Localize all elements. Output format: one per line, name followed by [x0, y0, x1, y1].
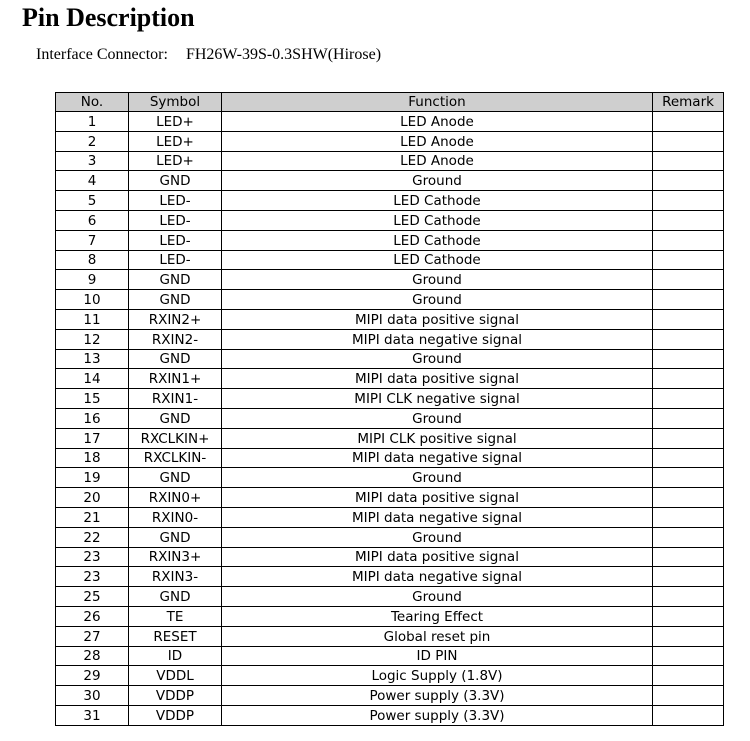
header-symbol: Symbol — [129, 93, 222, 112]
pin-remark-cell — [653, 290, 724, 310]
table-row — [56, 527, 724, 547]
pin-symbol-cell: TE — [129, 606, 222, 626]
pin-function-cell: LED Cathode — [222, 230, 653, 250]
table-row — [56, 230, 724, 250]
pin-symbol-cell: LED+ — [129, 151, 222, 171]
pin-number-cell: 5 — [56, 191, 129, 211]
pin-function-cell: MIPI CLK negative signal — [222, 389, 653, 409]
table-row — [56, 468, 724, 488]
pin-number-cell: 10 — [56, 290, 129, 310]
pin-remark-cell — [653, 151, 724, 171]
pin-symbol-cell: LED- — [129, 250, 222, 270]
pin-symbol-cell: RXCLKIN+ — [129, 428, 222, 448]
pin-number-cell: 14 — [56, 369, 129, 389]
pin-number-cell: 23 — [56, 547, 129, 567]
table-row — [56, 210, 724, 230]
pin-symbol-cell: LED- — [129, 230, 222, 250]
pin-function-cell: Power supply (3.3V) — [222, 705, 653, 725]
table-row — [56, 389, 724, 409]
pin-function-cell: MIPI data negative signal — [222, 567, 653, 587]
pin-remark-cell — [653, 428, 724, 448]
pin-function-cell: MIPI data negative signal — [222, 507, 653, 527]
pin-function-cell: MIPI data negative signal — [222, 329, 653, 349]
pin-remark-cell — [653, 309, 724, 329]
pin-function-cell: ID PIN — [222, 646, 653, 666]
pin-function-cell: Power supply (3.3V) — [222, 686, 653, 706]
page-title: Pin Description — [22, 3, 195, 32]
pin-remark-cell — [653, 646, 724, 666]
pin-remark-cell — [653, 507, 724, 527]
pin-function-cell: Ground — [222, 587, 653, 607]
table-row — [56, 349, 724, 369]
pin-number-cell: 15 — [56, 389, 129, 409]
pin-remark-cell — [653, 488, 724, 508]
pin-remark-cell — [653, 547, 724, 567]
table-row — [56, 270, 724, 290]
pin-number-cell: 26 — [56, 606, 129, 626]
pin-table-header-row — [56, 93, 724, 112]
pin-remark-cell — [653, 527, 724, 547]
pin-number-cell: 28 — [56, 646, 129, 666]
interface-connector-line — [36, 45, 381, 65]
pin-function-cell: LED Anode — [222, 112, 653, 132]
pin-symbol-cell: RXIN1+ — [129, 369, 222, 389]
table-row — [56, 250, 724, 270]
pin-number-cell: 1 — [56, 112, 129, 132]
pin-number-cell: 18 — [56, 448, 129, 468]
pin-function-cell: LED Cathode — [222, 210, 653, 230]
pin-number-cell: 6 — [56, 210, 129, 230]
pin-function-cell: Ground — [222, 527, 653, 547]
table-row — [56, 131, 724, 151]
pin-number-cell: 16 — [56, 408, 129, 428]
pin-function-cell: Ground — [222, 468, 653, 488]
pin-function-cell: Global reset pin — [222, 626, 653, 646]
connector-label: Interface Connector: — [36, 46, 168, 63]
pin-function-cell: MIPI data positive signal — [222, 369, 653, 389]
pin-function-cell: Ground — [222, 171, 653, 191]
pin-symbol-cell: VDDP — [129, 686, 222, 706]
pin-symbol-cell: GND — [129, 468, 222, 488]
pin-remark-cell — [653, 587, 724, 607]
pin-number-cell: 30 — [56, 686, 129, 706]
table-row — [56, 151, 724, 171]
pin-number-cell: 23 — [56, 567, 129, 587]
table-row — [56, 626, 724, 646]
pin-symbol-cell: VDDP — [129, 705, 222, 725]
pin-remark-cell — [653, 131, 724, 151]
pin-symbol-cell: VDDL — [129, 666, 222, 686]
header-remark: Remark — [653, 93, 724, 112]
pin-number-cell: 13 — [56, 349, 129, 369]
pin-remark-cell — [653, 606, 724, 626]
pin-function-cell: MIPI data negative signal — [222, 448, 653, 468]
pin-number-cell: 9 — [56, 270, 129, 290]
pin-remark-cell — [653, 666, 724, 686]
pin-function-cell: MIPI data positive signal — [222, 547, 653, 567]
pin-symbol-cell: RXIN1- — [129, 389, 222, 409]
connector-value: FH26W-39S-0.3SHW(Hirose) — [185, 46, 382, 63]
header-no: No. — [56, 93, 129, 112]
table-row — [56, 646, 724, 666]
table-row — [56, 686, 724, 706]
pin-symbol-cell: LED+ — [129, 112, 222, 132]
pin-function-cell: MIPI CLK positive signal — [222, 428, 653, 448]
table-row — [56, 408, 724, 428]
table-row — [56, 309, 724, 329]
pin-symbol-cell: LED- — [129, 210, 222, 230]
pin-number-cell: 20 — [56, 488, 129, 508]
pin-remark-cell — [653, 369, 724, 389]
pin-number-cell: 25 — [56, 587, 129, 607]
pin-remark-cell — [653, 389, 724, 409]
pin-number-cell: 21 — [56, 507, 129, 527]
table-row — [56, 488, 724, 508]
pin-function-cell: Ground — [222, 270, 653, 290]
pin-symbol-cell: GND — [129, 587, 222, 607]
pin-number-cell: 29 — [56, 666, 129, 686]
pin-number-cell: 2 — [56, 131, 129, 151]
pin-number-cell: 12 — [56, 329, 129, 349]
pin-function-cell: MIPI data positive signal — [222, 488, 653, 508]
table-row — [56, 428, 724, 448]
pin-remark-cell — [653, 171, 724, 191]
pin-symbol-cell: GND — [129, 349, 222, 369]
pin-remark-cell — [653, 210, 724, 230]
pin-number-cell: 8 — [56, 250, 129, 270]
pin-symbol-cell: RXIN0- — [129, 507, 222, 527]
pin-remark-cell — [653, 626, 724, 646]
pin-number-cell: 4 — [56, 171, 129, 191]
pin-remark-cell — [653, 408, 724, 428]
pin-remark-cell — [653, 705, 724, 725]
pin-function-cell: Ground — [222, 408, 653, 428]
pin-number-cell: 3 — [56, 151, 129, 171]
table-row — [56, 191, 724, 211]
pin-symbol-cell: GND — [129, 290, 222, 310]
pin-number-cell: 31 — [56, 705, 129, 725]
pin-remark-cell — [653, 329, 724, 349]
pin-remark-cell — [653, 349, 724, 369]
pin-symbol-cell: RXCLKIN- — [129, 448, 222, 468]
table-row — [56, 448, 724, 468]
pin-table — [55, 92, 724, 726]
pin-number-cell: 19 — [56, 468, 129, 488]
pin-symbol-cell: LED+ — [129, 131, 222, 151]
header-function: Function — [222, 93, 653, 112]
pin-symbol-cell: GND — [129, 171, 222, 191]
pin-function-cell: Ground — [222, 349, 653, 369]
table-row — [56, 606, 724, 626]
pin-symbol-cell: RXIN3- — [129, 567, 222, 587]
pin-number-cell: 27 — [56, 626, 129, 646]
pin-remark-cell — [653, 250, 724, 270]
pin-function-cell: LED Anode — [222, 151, 653, 171]
pin-function-cell: Tearing Effect — [222, 606, 653, 626]
pin-remark-cell — [653, 686, 724, 706]
pin-remark-cell — [653, 270, 724, 290]
pin-symbol-cell: RXIN3+ — [129, 547, 222, 567]
pin-symbol-cell: RXIN0+ — [129, 488, 222, 508]
table-row — [56, 547, 724, 567]
pin-number-cell: 11 — [56, 309, 129, 329]
table-row — [56, 290, 724, 310]
table-row — [56, 567, 724, 587]
pin-function-cell: LED Anode — [222, 131, 653, 151]
table-row — [56, 507, 724, 527]
pin-function-cell: LED Cathode — [222, 250, 653, 270]
pin-symbol-cell: GND — [129, 527, 222, 547]
pin-remark-cell — [653, 468, 724, 488]
table-row — [56, 705, 724, 725]
table-row — [56, 112, 724, 132]
pin-symbol-cell: ID — [129, 646, 222, 666]
pin-number-cell: 22 — [56, 527, 129, 547]
pin-function-cell: Ground — [222, 290, 653, 310]
pin-remark-cell — [653, 230, 724, 250]
pin-function-cell: MIPI data positive signal — [222, 309, 653, 329]
table-row — [56, 369, 724, 389]
table-row — [56, 171, 724, 191]
pin-symbol-cell: LED- — [129, 191, 222, 211]
pin-number-cell: 7 — [56, 230, 129, 250]
pin-symbol-cell: RXIN2- — [129, 329, 222, 349]
pin-number-cell: 17 — [56, 428, 129, 448]
pin-remark-cell — [653, 112, 724, 132]
pin-function-cell: LED Cathode — [222, 191, 653, 211]
pin-remark-cell — [653, 567, 724, 587]
pin-symbol-cell: GND — [129, 408, 222, 428]
table-row — [56, 329, 724, 349]
pin-symbol-cell: GND — [129, 270, 222, 290]
pin-remark-cell — [653, 191, 724, 211]
table-row — [56, 587, 724, 607]
pin-function-cell: Logic Supply (1.8V) — [222, 666, 653, 686]
pin-symbol-cell: RESET — [129, 626, 222, 646]
pin-symbol-cell: RXIN2+ — [129, 309, 222, 329]
table-row — [56, 666, 724, 686]
pin-remark-cell — [653, 448, 724, 468]
